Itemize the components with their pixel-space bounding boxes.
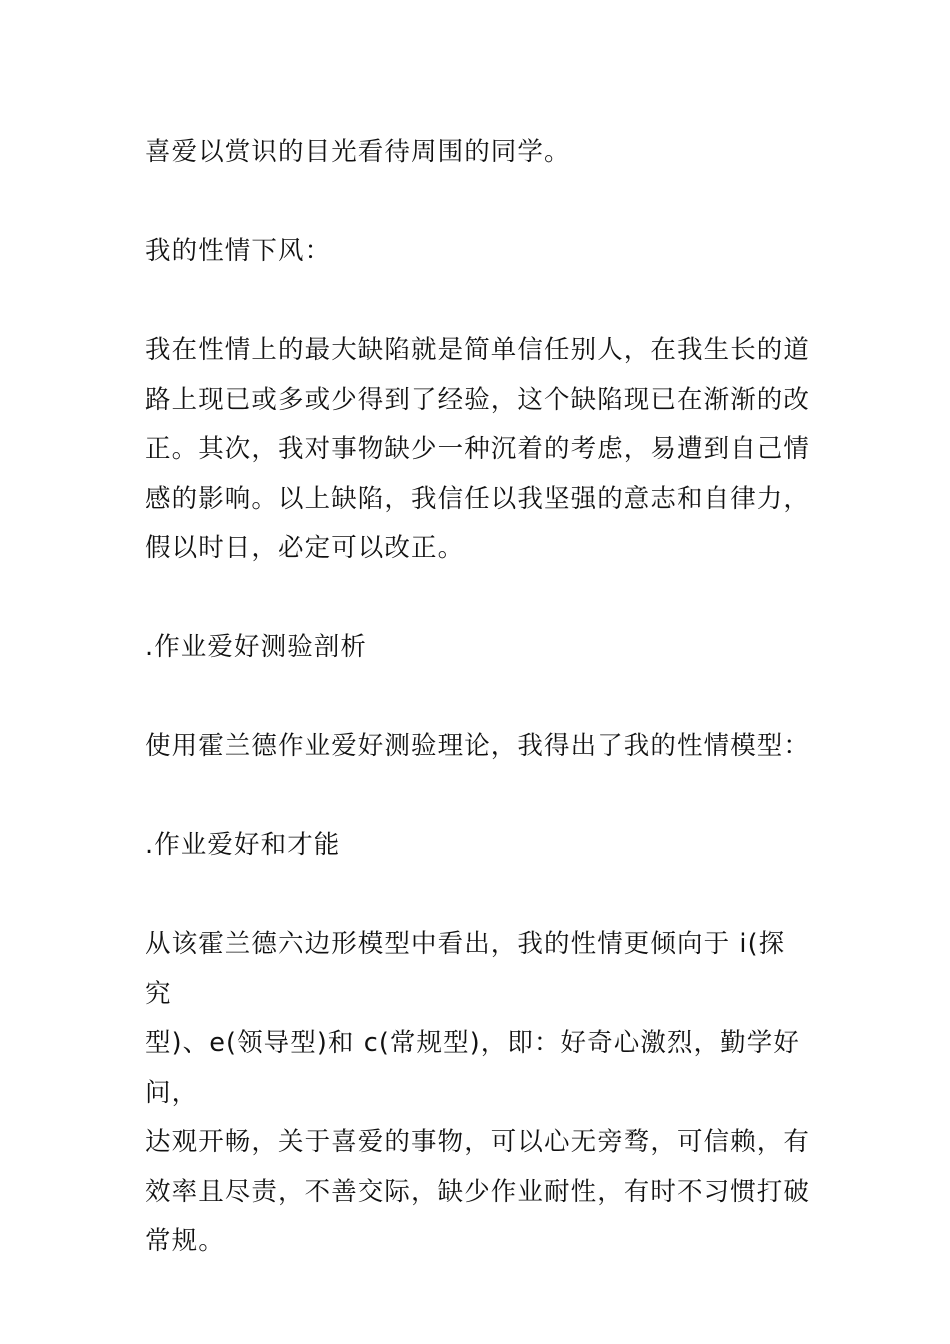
- paragraph-weaknesses: 我在性情上的最大缺陷就是简单信任别人，在我生长的道 路上现已或多或少得到了经验，这个缺陷现已在渐渐的改 正。其次，我对事物缺少一种沉着的考虑，易遭到自己情 感的影响。以上缺陷，我信任以我坚强的意志和自律力， 假以时日，必定可以改正。: [145, 335, 811, 563]
- paragraph-hexagon-model: 从该霍兰德六边形模型中看出，我的性情更倾向于 i(探究 型)、e(领导型)和 c(常规型)，即：好奇心激烈，勤学好问， 达观开畅，关于喜爱的事物，可以心无旁骛，可信赖，有 效率且尽责，不善交际，缺少作业耐性，有时不习惯打破 常规。: [145, 929, 811, 1256]
- paragraph-appreciation: 喜爱以赏识的目光看待周围的同学。: [145, 137, 571, 167]
- heading-weaknesses: 我的性情下风：: [145, 236, 332, 266]
- heading-interest-test-analysis: .作业爱好测验剖析: [145, 632, 368, 662]
- heading-interest-and-ability: .作业爱好和才能: [145, 830, 341, 860]
- paragraph-holland-theory: 使用霍兰德作业爱好测验理论，我得出了我的性情模型：: [145, 731, 811, 761]
